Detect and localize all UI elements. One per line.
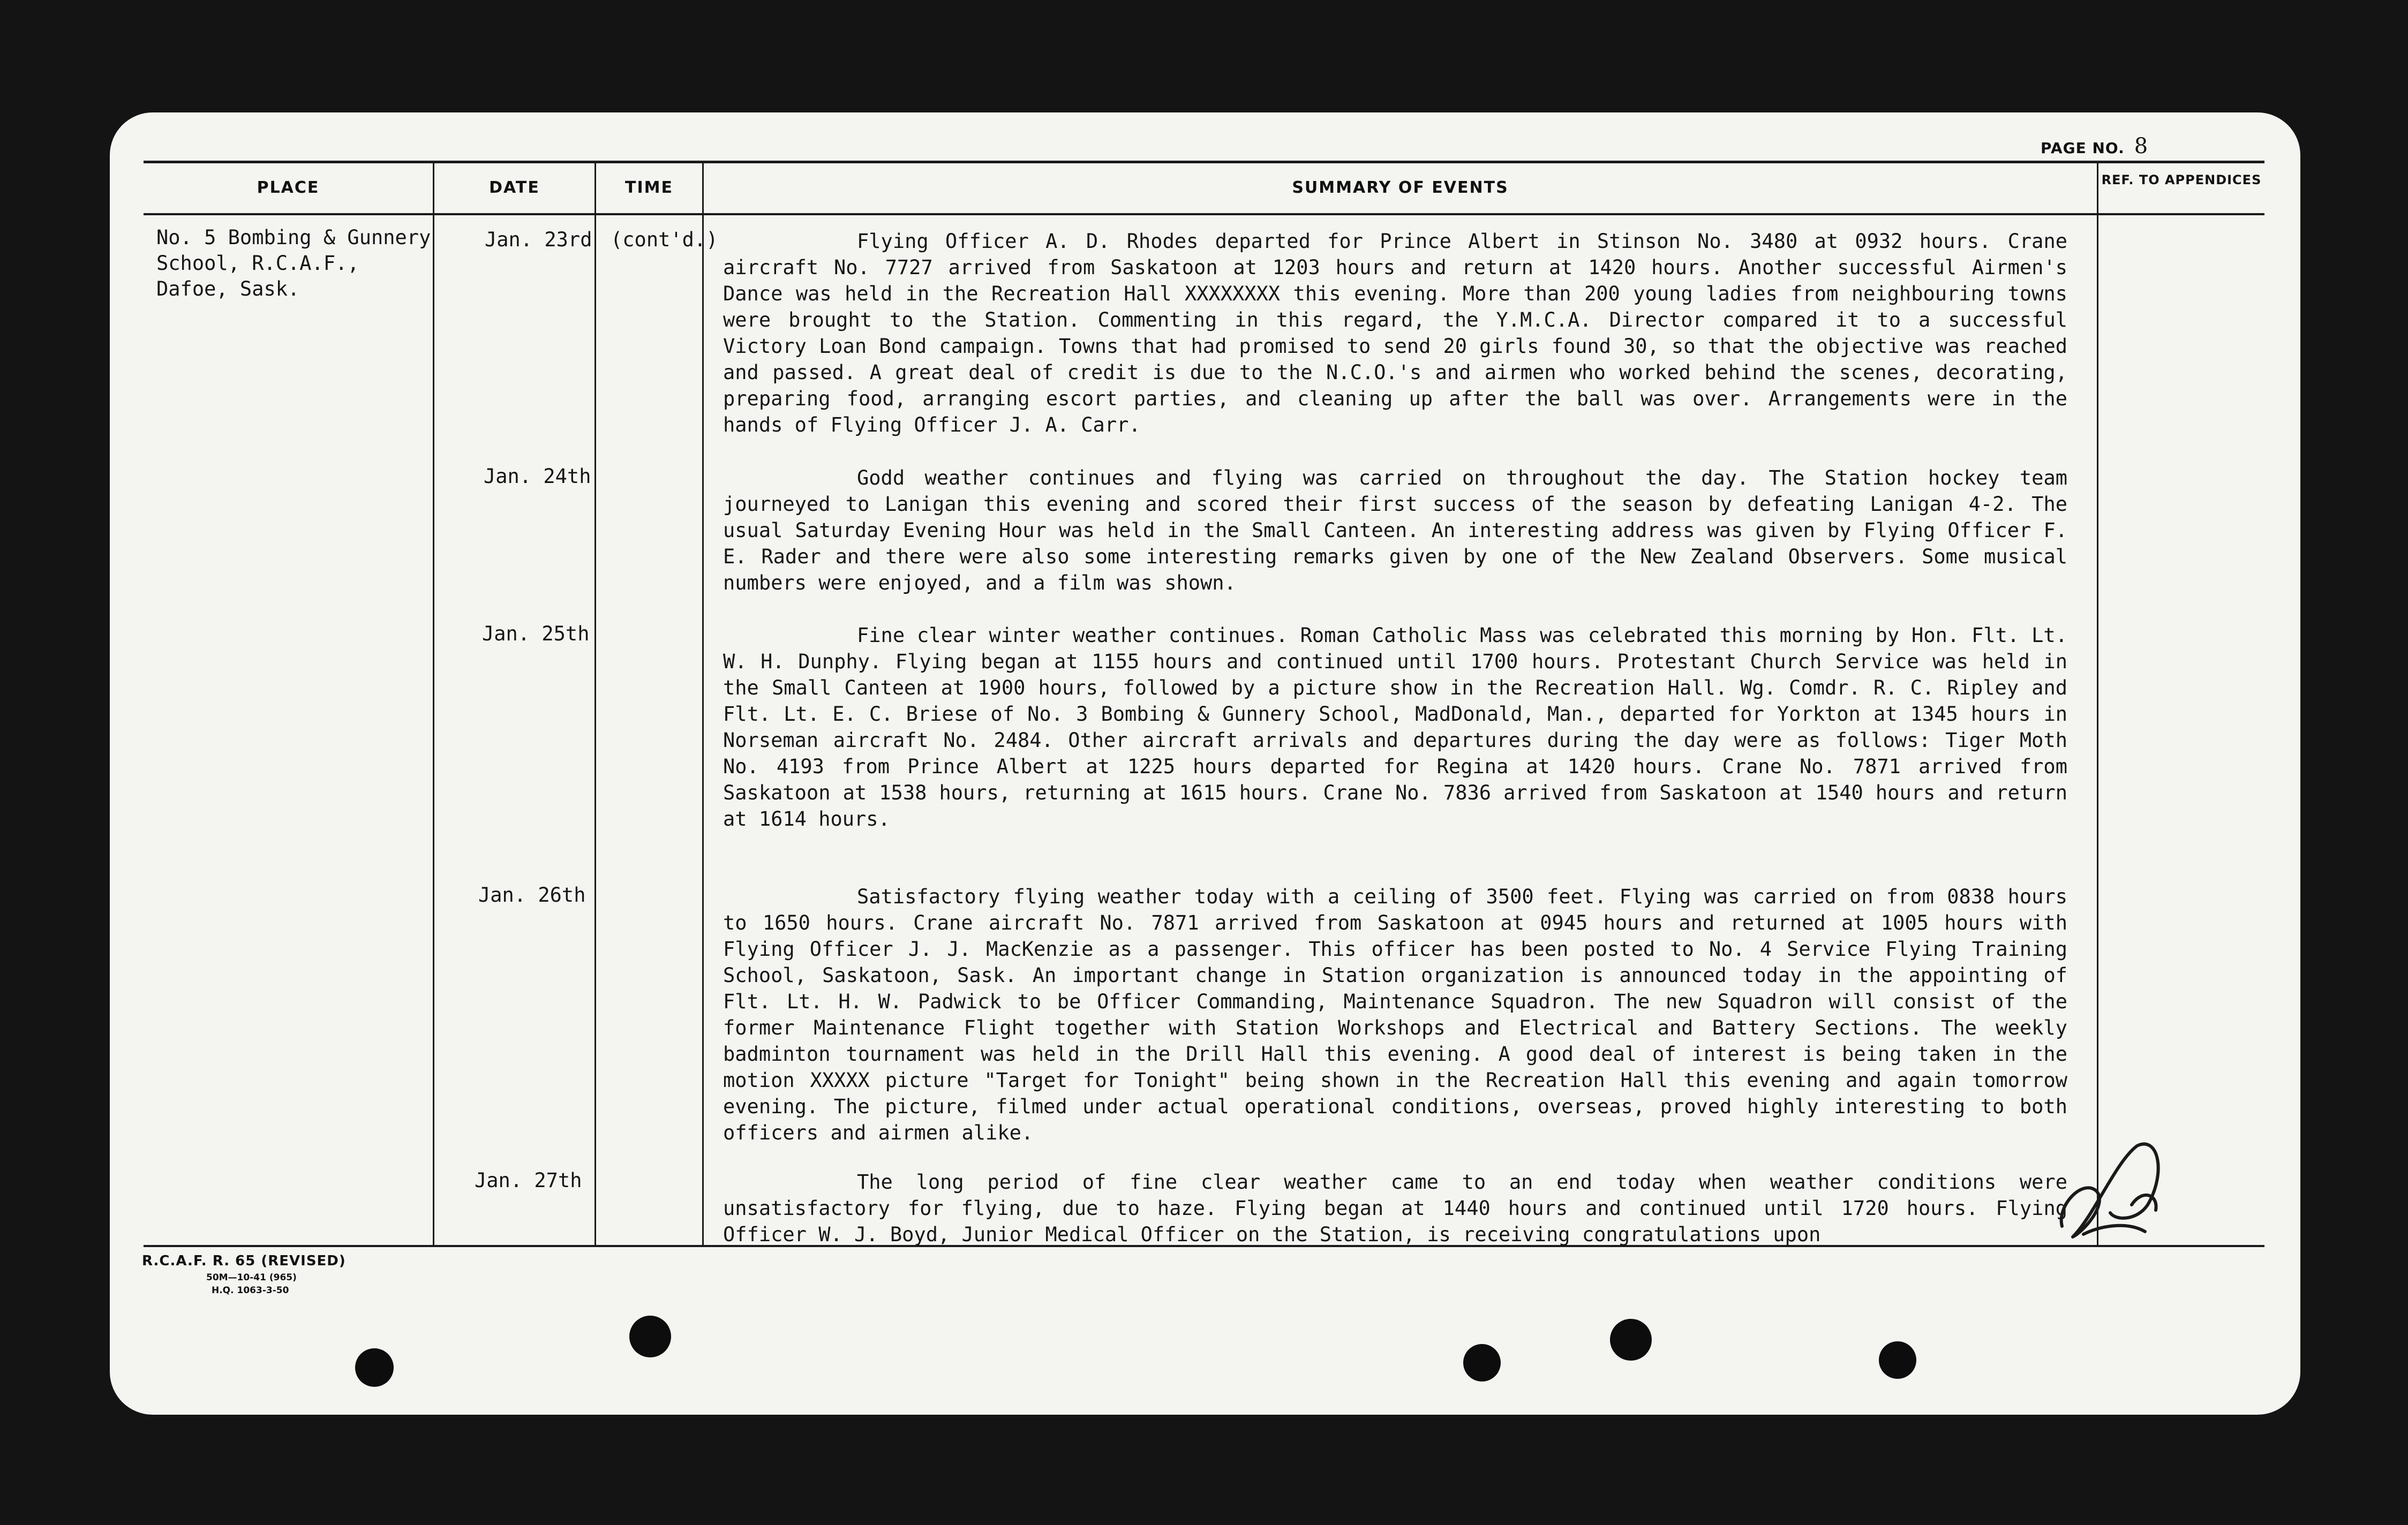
entry-summary: Satisfactory flying weather today with a ceiling of 3500 feet. Flying was carried on from 0838 hours to 1650 hours. Crane aircraft No. 7871 arrived from Saskatoon at 0945 hours and returned at 1005 hours with Flying Officer J. J. MacKenzie as a passenger. This officer has been posted to No. 4 Service Flying Training School, Saskatoon, Sask. An important change in Station organization is announced today in the appointing of Flt. Lt. H. W. Padwick to be Officer Commanding, Maintenance Squadron. The new Squadron will consist of the former Maintenance Flight together with Station Workshops and Electrical and Battery Sections. The weekly badminton tournament was held in the Drill Hall this evening. A good deal of interest is being taken in the motion XXXXX picture "Target for Tonight" being shown in the Recreation Hall this evening and again tomorrow evening. The picture, filmed under actual operational conditions, overseas, proved highly interesting to both officers and airmen alike. bbox=[723, 885, 2067, 1144]
column-header-place: PLACE bbox=[257, 178, 320, 197]
divider-place-date bbox=[433, 161, 434, 1245]
divider-time-summary bbox=[702, 161, 704, 1245]
print-code: 50M—10-41 (965) bbox=[206, 1272, 297, 1283]
binder-hole bbox=[355, 1348, 394, 1387]
form-identifier bbox=[142, 1253, 346, 1296]
place-text: No. 5 Bombing & Gunnery School, R.C.A.F., Dafoe, Sask. bbox=[156, 226, 431, 300]
page-number-label bbox=[2041, 134, 2148, 158]
hq-code: H.Q. 1063-3-50 bbox=[212, 1285, 289, 1296]
entry-date: Jan. 25th bbox=[482, 622, 590, 645]
divider-summary-ref bbox=[2097, 161, 2098, 1245]
column-header-ref: REF. TO APPENDICES bbox=[2101, 172, 2262, 187]
column-header-time: TIME bbox=[625, 178, 673, 197]
entry-date: Jan. 26th bbox=[478, 884, 586, 907]
entry-summary: Flying Officer A. D. Rhodes departed for Prince Albert in Stinson No. 3480 at 0932 hours. Crane aircraft No. 7727 arrived from Saskatoon at 1203 hours and return at 1420 hours. Another successful Airmen's Dance was held in the Recreation Hall XXXXXXXX this evening. More than 200 young ladies from neighbouring towns were brought to the Station. Commenting in this regard, the Y.M.C.A. Director compared it to a successful Victory Loan Bond campaign. Towns that had promised to send 20 girls found 30, so that the objective was reached and passed. A great deal of credit is due to the N.C.O.'s and airmen who worked behind the scenes, decorating, preparing food, arranging escort parties, and cleaning up after the ball was over. Arrangements were in the hands of Flying Officer J. A. Carr. bbox=[723, 230, 2067, 436]
entry-summary: Fine clear winter weather continues. Roman Catholic Mass was celebrated this morning by Hon. Flt. Lt. W. H. Dunphy. Flying began at 1155 hours and continued until 1700 hours. Protestant Church Service was held in the Small Canteen at 1900 hours, followed by a picture show in the Recreation Hall. Wg. Comdr. R. C. Ripley and Flt. Lt. E. C. Briese of No. 3 Bombing & Gunnery School, MadDonald, Man., departed for Yorkton at 1345 hours in Norseman aircraft No. 2484. Other aircraft arrivals and departures during the day were as follows: Tiger Moth No. 4193 from Prince Albert at 1225 hours departed for Regina at 1420 hours. Crane No. 7871 arrived from Saskatoon at 1538 hours, returning at 1615 hours. Crane No. 7836 arrived from Saskatoon at 1540 hours and return at 1614 hours. bbox=[723, 624, 2067, 831]
handwritten-initials bbox=[2051, 1141, 2174, 1253]
entry-summary: Godd weather continues and flying was carried on throughout the day. The Station hockey team journeyed to Lanigan this evening and scored their first success of the season by defeating Lanigan 4-2. The usual Saturday Evening Hour was held in the Small Canteen. An interesting address was given by Flying Officer F. E. Rader and there were also some interesting remarks given by one of the New Zealand Observers. Some musical numbers were enjoyed, and a film was shown. bbox=[723, 466, 2067, 594]
header-bottom-rule bbox=[144, 213, 2264, 215]
entry-date: Jan. 24th bbox=[484, 465, 591, 488]
page-label: PAGE NO. bbox=[2041, 139, 2125, 157]
binder-hole bbox=[1463, 1344, 1501, 1381]
binder-hole bbox=[1610, 1319, 1652, 1361]
top-rule bbox=[144, 161, 2264, 163]
form-id: R.C.A.F. R. 65 (REVISED) bbox=[142, 1253, 346, 1269]
column-header-summary: SUMMARY OF EVENTS bbox=[1292, 178, 1509, 197]
column-header-date: DATE bbox=[489, 178, 540, 197]
entry-date: Jan. 23rd bbox=[485, 228, 592, 251]
time-text: (cont'd.) bbox=[611, 228, 718, 251]
binder-hole bbox=[1879, 1341, 1916, 1379]
page-number: 8 bbox=[2134, 134, 2149, 158]
entry-summary: The long period of fine clear weather came to an end today when weather conditions were unsatisfactory for flying, due to haze. Flying began at 1440 hours and continued until 1720 hours. Flying Officer W. J. Boyd, Junior Medical Officer on the Station, is receiving congratulations upon bbox=[723, 1171, 2067, 1246]
divider-date-time bbox=[595, 161, 596, 1245]
entry-date: Jan. 27th bbox=[475, 1169, 582, 1192]
binder-hole bbox=[629, 1316, 671, 1357]
